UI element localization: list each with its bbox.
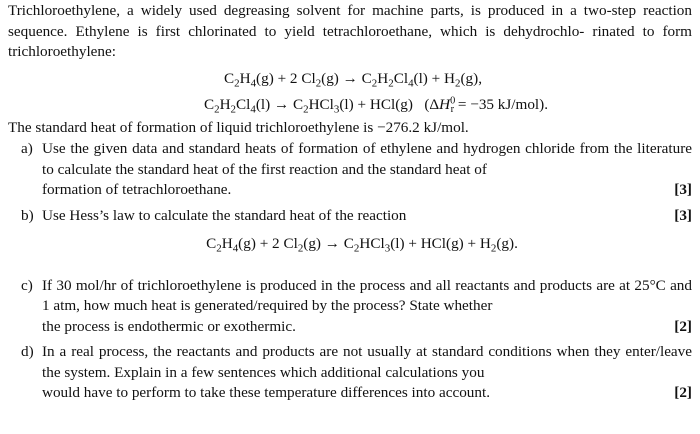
marks-badge: [2]	[674, 317, 692, 335]
question-a	[8, 139, 692, 201]
formula-chlorine: $Cl_2(g)$	[283, 235, 321, 255]
eqb-end: .	[514, 235, 518, 252]
reaction-equation-1	[8, 69, 692, 90]
formula-tetrachloroethane: $C_2H_2Cl_4(l)$	[203, 96, 271, 116]
eqb-plus-2: +	[404, 235, 421, 252]
question-line: they enter/leave the system. Explain in a few sentences which additional calculations you	[42, 343, 693, 381]
formula-hydrogen-chloride: HCl(g)	[420, 235, 464, 252]
marks-badge: [2]	[674, 384, 692, 401]
formula-chlorine: $Cl_2(g)$	[301, 69, 339, 89]
question-text	[42, 276, 692, 338]
eq2-plus: +	[353, 96, 370, 113]
eqb-plus-1: + 2	[255, 235, 284, 252]
question-text	[42, 139, 692, 201]
formula-hydrogen-chloride: HCl(g)	[369, 96, 413, 113]
question-text	[42, 342, 692, 404]
eq1-plus-2: +	[427, 69, 445, 87]
question-label: b)	[21, 206, 34, 224]
question-label: d)	[21, 343, 34, 360]
formula-hydrogen: $H_2(g)$	[479, 235, 515, 255]
marks-badge: [3]	[674, 206, 692, 224]
question-label: a)	[21, 140, 33, 157]
marks-badge: [3]	[674, 181, 692, 198]
eq1-arrow: →	[338, 69, 362, 87]
reaction-enthalpy: ($\Delta H^0_r = -35$ kJ/mol).	[424, 95, 549, 116]
eq1-plus-1: + 2	[273, 69, 302, 87]
question-line: formation of tetrachloroethane.	[42, 181, 232, 198]
eqb-plus-3: +	[463, 235, 480, 252]
intro-line-2: reaction sequence. Ethylene is first chlorinated to yield tetrachloroethane, which is dehydrochlo-	[8, 2, 692, 40]
question-line: are at 25°C and 1 atm, how much heat is generated/required by the process? State whether	[42, 276, 692, 314]
reaction-equation-overall	[8, 234, 692, 255]
question-line: would have to perform to take these temperature differences into account.	[42, 384, 490, 401]
intro-line-3: rinated to form trichloroethylene:	[8, 22, 692, 60]
eq1-end: ,	[478, 69, 482, 87]
formula-ethylene: $C_2H_4(g)$	[206, 235, 256, 255]
question-line: the literature to calculate the standard heat of the first reaction and the standard heat of	[42, 140, 692, 178]
heat-of-formation-statement: The standard heat of formation of liquid trichloroethylene is −276.2 kJ/mol.	[8, 118, 469, 136]
formula-tetrachloroethane: $C_2H_2Cl_4(l)$	[361, 69, 428, 89]
formula-trichloroethylene: $C_2HCl_3(l)$	[343, 235, 405, 255]
eq2-arrow: →	[270, 96, 293, 113]
question-c	[8, 276, 692, 338]
question-list	[8, 139, 692, 404]
formula-trichloroethylene: $C_2HCl_3(l)$	[292, 96, 354, 116]
question-line: Use Hess’s law to calculate the standard heat of the reaction	[42, 206, 407, 224]
question-line: Use the given data and standard heats of formation of ethylene and hydrogen chloride from	[42, 140, 610, 157]
intro-paragraph	[8, 1, 692, 63]
question-line: In a real process, the reactants and products are not usually at standard conditions when	[42, 343, 590, 360]
intro-line-1: Trichloroethylene, a widely used degreasing solvent for machine parts, is produced in a two-step	[8, 2, 637, 19]
formula-hydrogen: $H_2(g)$	[444, 69, 479, 89]
question-label: c)	[21, 276, 33, 294]
question-d	[8, 342, 692, 404]
question-line: the process is endothermic or exothermic.	[42, 317, 296, 335]
question-line: If 30 mol/hr of trichloroethylene is produced in the process and all reactants and products	[42, 276, 593, 294]
formula-ethylene: $C_2H_4(g)$	[224, 69, 274, 89]
question-b	[8, 206, 692, 227]
eqb-arrow: →	[321, 235, 344, 252]
question-text	[42, 206, 692, 227]
reaction-equation-2	[8, 95, 692, 116]
